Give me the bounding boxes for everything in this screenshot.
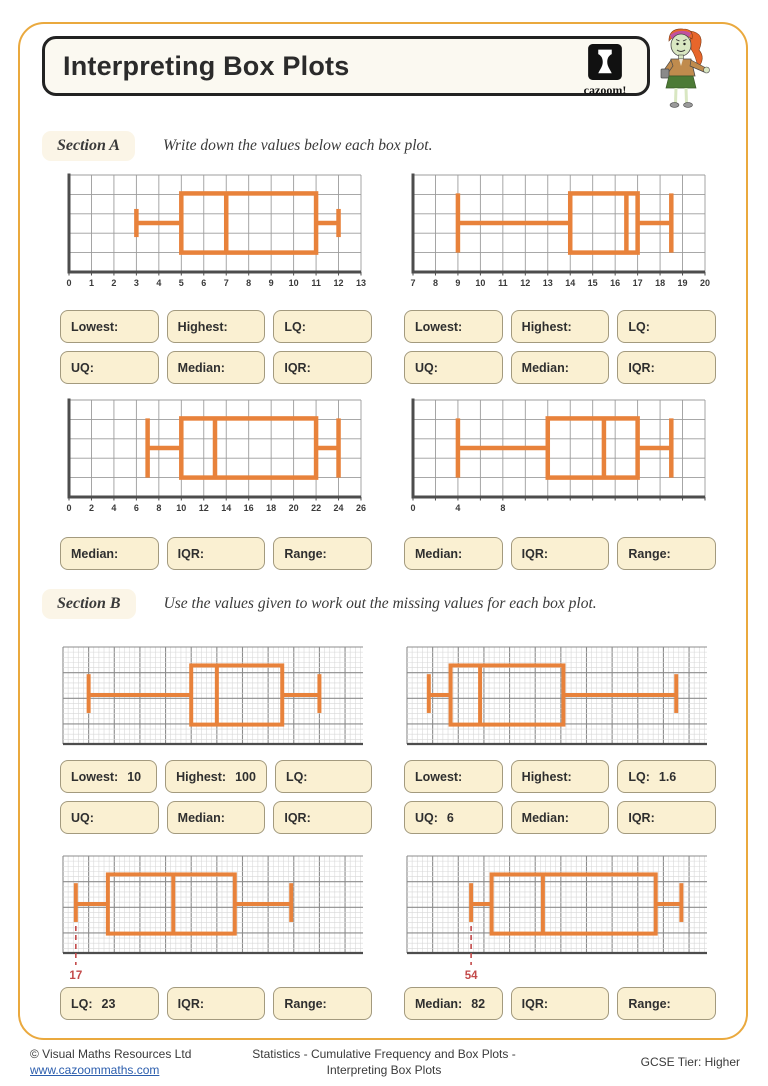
boxplot-a2 [404, 172, 716, 297]
answer-label: IQR: [177, 546, 205, 561]
svg-text:2: 2 [88, 503, 94, 513]
boxplot-a3 [60, 397, 372, 522]
answer-box-lowest[interactable] [60, 760, 157, 793]
svg-text:14: 14 [565, 278, 576, 288]
svg-text:16: 16 [243, 503, 254, 513]
answer-box-lq[interactable] [60, 987, 159, 1020]
answer-label: Range: [284, 996, 327, 1011]
answer-label: Highest: [521, 319, 572, 334]
answers-a3 [60, 537, 372, 570]
answer-box-iqr[interactable] [273, 801, 372, 834]
answer-box-lq[interactable] [617, 760, 716, 793]
answer-box-median[interactable] [404, 537, 503, 570]
answer-box-lowest[interactable] [60, 310, 159, 343]
answer-box-median[interactable] [60, 537, 159, 570]
svg-text:13: 13 [355, 278, 367, 288]
section-b-instruction: Use the values given to work out the missing values for each box plot. [163, 595, 597, 612]
svg-text:8: 8 [500, 503, 506, 513]
answer-value: 6 [446, 810, 454, 825]
answer-value: 23 [101, 996, 116, 1011]
svg-text:11: 11 [311, 278, 321, 288]
answers-b3 [60, 987, 372, 1020]
svg-text:12: 12 [333, 278, 344, 288]
svg-text:17: 17 [632, 278, 643, 288]
answer-label: LQ: [284, 319, 306, 334]
answer-box-highest[interactable] [511, 310, 610, 343]
answer-label: LQ: [628, 769, 650, 784]
answer-box-median[interactable] [511, 351, 610, 384]
boxplot-b1 [60, 644, 372, 751]
answer-box-range[interactable] [617, 987, 716, 1020]
footer-tier: GCSE Tier: Higher [640, 1055, 740, 1069]
svg-text:54: 54 [464, 970, 478, 982]
answer-box-median[interactable] [167, 801, 266, 834]
section-a-label: Section A [42, 131, 135, 161]
answer-label: IQR: [177, 996, 205, 1011]
svg-text:17: 17 [69, 970, 83, 982]
answer-label: LQ: [628, 319, 650, 334]
answer-box-uq[interactable] [404, 351, 503, 384]
answer-box-iqr[interactable] [167, 537, 266, 570]
answer-box-iqr[interactable] [167, 987, 266, 1020]
answer-label: UQ: [71, 360, 94, 375]
svg-text:10: 10 [475, 278, 486, 288]
section-a-instruction: Write down the values below each box plot. [162, 137, 433, 154]
answer-box-iqr[interactable] [617, 351, 716, 384]
mascot-girl-illustration [654, 26, 716, 115]
svg-text:9: 9 [268, 278, 274, 288]
answer-box-uq[interactable] [404, 801, 503, 834]
answer-box-iqr[interactable] [511, 537, 610, 570]
svg-text:0: 0 [66, 503, 72, 513]
svg-text:4: 4 [111, 503, 117, 513]
answer-box-range[interactable] [273, 537, 372, 570]
answer-box-median[interactable] [511, 801, 610, 834]
answer-label: Median: [415, 546, 463, 561]
svg-text:0: 0 [410, 503, 416, 513]
answer-value: 10 [127, 769, 142, 784]
answer-label: LQ: [285, 769, 308, 784]
answer-label: LQ: [71, 996, 93, 1011]
answer-box-iqr[interactable] [273, 351, 372, 384]
answers-a1 [60, 310, 372, 384]
svg-text:6: 6 [201, 278, 207, 288]
boxplot-b2 [404, 644, 716, 751]
answer-box-highest[interactable] [511, 760, 610, 793]
boxplot-a4 [404, 397, 716, 522]
answer-box-iqr[interactable] [617, 801, 716, 834]
answer-label: Highest: [521, 769, 572, 784]
answer-label: Lowest: [71, 769, 119, 784]
answer-label: UQ: [71, 810, 94, 825]
svg-text:7: 7 [223, 278, 229, 288]
footer-topic-line1: Statistics - Cumulative Frequency and Box Plots - [252, 1047, 516, 1061]
svg-text:7: 7 [410, 278, 416, 288]
svg-text:14: 14 [221, 503, 232, 513]
svg-text:19: 19 [677, 278, 688, 288]
answer-label: Median: [177, 810, 225, 825]
svg-text:10: 10 [288, 278, 299, 288]
answer-box-range[interactable] [617, 537, 716, 570]
answer-label: IQR: [521, 996, 549, 1011]
answer-label: Range: [284, 546, 327, 561]
svg-text:26: 26 [355, 503, 367, 513]
answer-label: Median: [415, 996, 463, 1011]
boxplot-b4 [404, 853, 716, 990]
answer-box-uq[interactable] [60, 351, 159, 384]
answer-label: IQR: [521, 546, 549, 561]
answer-box-range[interactable] [273, 987, 372, 1020]
section-b-label: Section B [42, 589, 136, 619]
svg-text:6: 6 [133, 503, 139, 513]
svg-text:2: 2 [111, 278, 117, 288]
answers-a4 [404, 537, 716, 570]
answer-label: Range: [628, 996, 671, 1011]
svg-text:8: 8 [246, 278, 252, 288]
answer-box-lowest[interactable] [404, 310, 503, 343]
answer-box-median[interactable] [167, 351, 266, 384]
svg-text:12: 12 [520, 278, 531, 288]
footer-topic-line2: Interpreting Box Plots [326, 1063, 442, 1077]
cazoom-logo [573, 44, 637, 98]
svg-text:8: 8 [156, 503, 162, 513]
svg-text:12: 12 [198, 503, 209, 513]
footer-topic-block [214, 1046, 554, 1078]
svg-text:1: 1 [88, 278, 94, 288]
svg-text:13: 13 [542, 278, 553, 288]
svg-text:24: 24 [333, 503, 344, 513]
svg-text:15: 15 [587, 278, 598, 288]
answers-b2 [404, 760, 716, 834]
answer-box-median[interactable] [404, 987, 503, 1020]
answer-value: 82 [471, 996, 486, 1011]
answer-box-highest[interactable] [165, 760, 267, 793]
svg-text:20: 20 [288, 503, 299, 513]
boxplot-b3 [60, 853, 372, 990]
answer-label: Highest: [177, 319, 228, 334]
answer-box-lq[interactable] [273, 310, 372, 343]
answers-b1 [60, 760, 372, 834]
section-a-header [42, 128, 432, 164]
cazoom-logo-icon [588, 44, 622, 80]
answer-label: Lowest: [415, 319, 463, 334]
svg-text:20: 20 [699, 278, 711, 288]
answer-box-highest[interactable] [167, 310, 266, 343]
svg-text:4: 4 [156, 278, 162, 288]
answer-label: IQR: [284, 360, 311, 375]
svg-text:22: 22 [311, 503, 322, 513]
svg-text:8: 8 [432, 278, 438, 288]
answer-label: UQ: [415, 810, 438, 825]
svg-text:9: 9 [455, 278, 461, 288]
answer-value: 100 [235, 769, 256, 784]
svg-text:11: 11 [498, 278, 508, 288]
footer-copyright-block [30, 1046, 191, 1078]
svg-text:18: 18 [266, 503, 277, 513]
svg-text:4: 4 [455, 503, 461, 513]
page-title: Interpreting Box Plots [63, 50, 350, 81]
answers-b4 [404, 987, 716, 1020]
svg-text:0: 0 [66, 278, 72, 288]
boxplot-a1 [60, 172, 372, 297]
footer-website-link[interactable]: www.cazoommaths.com [30, 1063, 160, 1077]
svg-text:16: 16 [610, 278, 621, 288]
footer-copyright: © Visual Maths Resources Ltd [30, 1047, 192, 1061]
answers-a2 [404, 310, 716, 384]
answer-label: IQR: [284, 810, 311, 825]
answer-box-uq[interactable] [60, 801, 159, 834]
section-b-header [42, 586, 597, 622]
answer-label: Lowest: [71, 319, 119, 334]
svg-text:18: 18 [655, 278, 666, 288]
svg-text:10: 10 [176, 503, 187, 513]
answer-label: UQ: [415, 360, 438, 375]
answer-box-lq[interactable] [275, 760, 372, 793]
answer-label: Highest: [176, 769, 227, 784]
answer-box-iqr[interactable] [511, 987, 610, 1020]
answer-label: Lowest: [415, 769, 463, 784]
answer-label: IQR: [628, 360, 655, 375]
answer-value: 1.6 [658, 769, 677, 784]
answer-label: Median: [521, 810, 569, 825]
cazoom-logo-text: cazoom! [583, 83, 627, 97]
answer-label: IQR: [628, 810, 655, 825]
answer-label: Median: [71, 546, 119, 561]
answer-box-lq[interactable] [617, 310, 716, 343]
svg-text:3: 3 [133, 278, 139, 288]
answer-box-lowest[interactable] [404, 760, 503, 793]
svg-text:5: 5 [178, 278, 184, 288]
answer-label: Median: [177, 360, 225, 375]
answer-label: Median: [521, 360, 569, 375]
title-box [42, 36, 650, 96]
answer-label: Range: [628, 546, 671, 561]
